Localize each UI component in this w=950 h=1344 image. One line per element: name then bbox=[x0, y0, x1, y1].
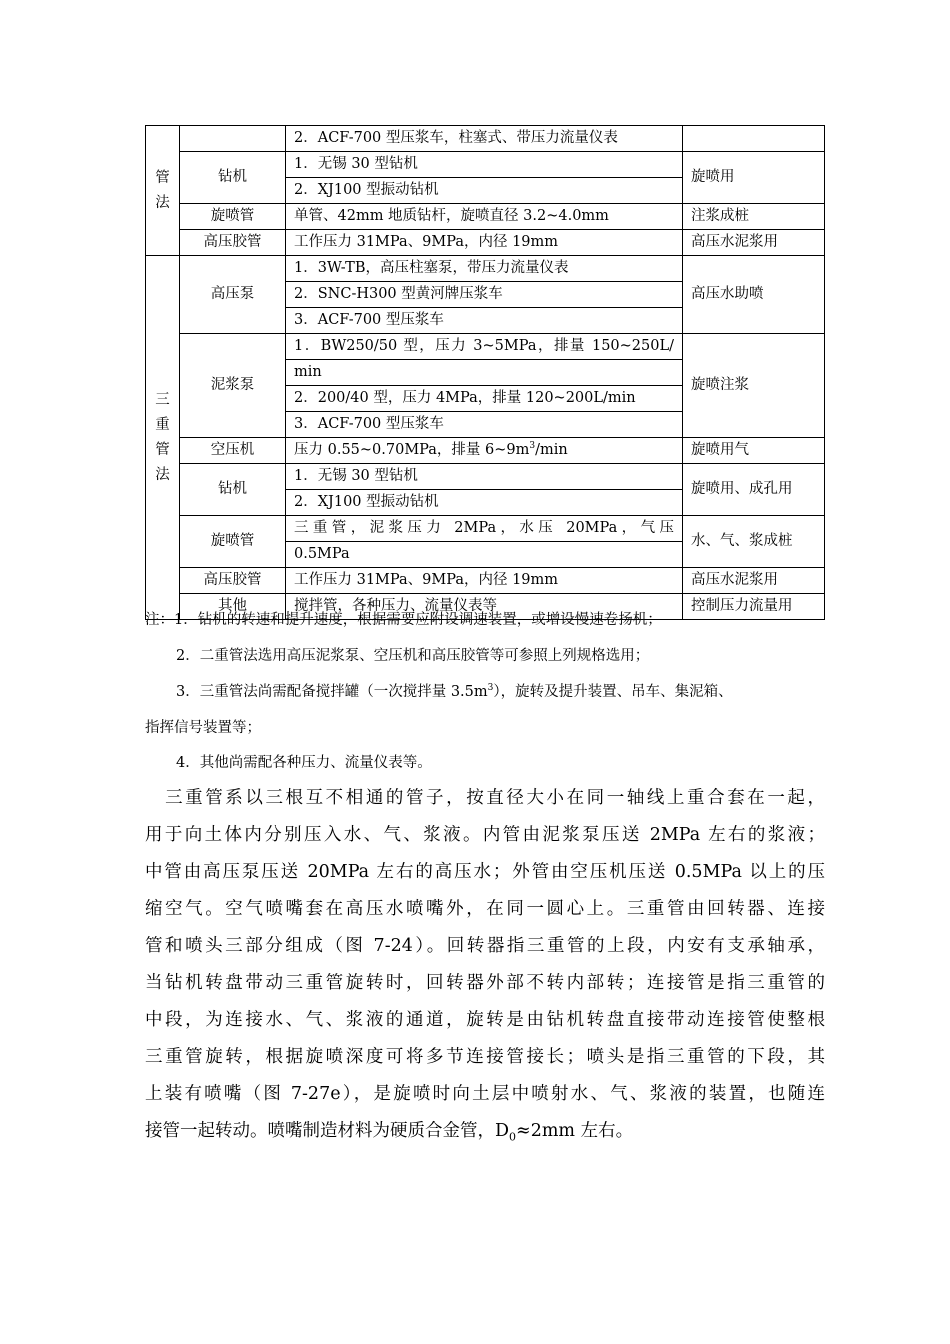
use-cell: 注浆成桩 bbox=[683, 204, 825, 230]
spec-cell: 三重管，泥浆压力 2MPa，水压 20MPa，气压 bbox=[286, 516, 683, 542]
paragraph-line: 上装有喷嘴（图 7-27e），是旋喷时向土层中喷射水、气、浆液的装置，也随连 bbox=[145, 1084, 825, 1104]
paragraph-line: 中管由高压泵压送 20MPa 左右的高压水；外管由空压机压送 0.5MPa 以上的压 bbox=[145, 862, 825, 882]
spec-cell: 工作压力 31MPa、9MPa，内径 19mm bbox=[286, 230, 683, 256]
table-row bbox=[146, 516, 825, 542]
equipment-cell: 钻机 bbox=[180, 152, 286, 204]
equipment-cell: 高压胶管 bbox=[180, 568, 286, 594]
spec-cell: min bbox=[286, 360, 683, 386]
note-3-continued: 指挥信号装置等； bbox=[145, 720, 261, 736]
paragraph-line: 管和喷头三部分组成（图 7-24）。回转器指三重管的上段，内安有支承轴承， bbox=[145, 936, 825, 956]
table-row bbox=[146, 438, 825, 464]
table-row bbox=[146, 464, 825, 490]
equipment-cell: 空压机 bbox=[180, 438, 286, 464]
spec-cell: 3．ACF-700 型压浆车 bbox=[286, 412, 683, 438]
table-row bbox=[146, 334, 825, 360]
paragraph-line: 当钻机转盘带动三重管旋转时，回转器外部不转内部转；连接管是指三重管的 bbox=[145, 973, 825, 993]
paragraph-line: 三重管系以三根互不相通的管子，按直径大小在同一轴线上重合套在一起， bbox=[145, 788, 825, 808]
spec-cell: 搅拌管，各种压力、流量仪表等 bbox=[286, 594, 683, 620]
equipment-cell: 其他 bbox=[180, 594, 286, 620]
equipment-cell: 旋喷管 bbox=[180, 204, 286, 230]
spec-cell: 压力 0.55~0.70MPa，排量 $6\sim 9m^3/\min$ bbox=[286, 438, 683, 464]
table-row bbox=[146, 204, 825, 230]
equipment-cell: 钻机 bbox=[180, 464, 286, 516]
method-label-single: 管 法 bbox=[146, 126, 180, 256]
equipment-cell: 高压泵 bbox=[180, 256, 286, 334]
note-1: 注：1．钻机的转速和提升速度，根据需要应附设调速装置，或增设慢速卷扬机； bbox=[145, 612, 662, 628]
use-cell: 水、气、浆成桩 bbox=[683, 516, 825, 568]
equipment-table bbox=[145, 125, 825, 620]
use-cell: 旋喷注浆 bbox=[683, 334, 825, 438]
use-cell: 高压水泥浆用 bbox=[683, 568, 825, 594]
equipment-cell bbox=[180, 126, 286, 152]
spec-cell: 3．ACF-700 型压浆车 bbox=[286, 308, 683, 334]
body-paragraph bbox=[145, 780, 825, 1150]
use-cell: 高压水助喷 bbox=[683, 256, 825, 334]
table-row bbox=[146, 230, 825, 256]
paragraph-line: 中段，为连接水、气、浆液的通道，旋转是由钻机转盘直接带动连接管使整根 bbox=[145, 1010, 825, 1030]
use-cell: 控制压力流量用 bbox=[683, 594, 825, 620]
spec-cell: 2．200/40 型，压力 4MPa，排量 120~200L/min bbox=[286, 386, 683, 412]
equipment-cell: 旋喷管 bbox=[180, 516, 286, 568]
equipment-cell: 泥浆泵 bbox=[180, 334, 286, 438]
table-row bbox=[146, 256, 825, 282]
table-row bbox=[146, 152, 825, 178]
note-3: 3．三重管法尚需配备搅拌罐（一次搅拌量 $3.5m^3$），旋转及提升装置、吊车、集泥箱、 bbox=[176, 683, 733, 700]
note-4: 4．其他尚需配各种压力、流量仪表等。 bbox=[176, 755, 432, 771]
method-label-triple: 三 重 管 法 bbox=[146, 256, 180, 620]
spec-cell: 1．3W-TB，高压柱塞泵，带压力流量仪表 bbox=[286, 256, 683, 282]
spec-cell: 1．无锡 30 型钻机 bbox=[286, 152, 683, 178]
paragraph-line: 三重管旋转，根据旋喷深度可将多节连接管接长；喷头是指三重管的下段，其 bbox=[145, 1047, 825, 1067]
table-row bbox=[146, 126, 825, 152]
equipment-cell: 高压胶管 bbox=[180, 230, 286, 256]
spec-cell: 0.5MPa bbox=[286, 542, 683, 568]
spec-cell: 工作压力 31MPa、9MPa，内径 19mm bbox=[286, 568, 683, 594]
spec-cell: 2．SNC-H300 型黄河牌压浆车 bbox=[286, 282, 683, 308]
spec-cell: 2．XJ100 型振动钻机 bbox=[286, 490, 683, 516]
spec-cell: 1．BW250/50 型，压力 3~5MPa，排量 150~250L/ bbox=[286, 334, 683, 360]
use-cell bbox=[683, 126, 825, 152]
use-cell: 高压水泥浆用 bbox=[683, 230, 825, 256]
spec-cell: 2．ACF-700 型压浆车，柱塞式、带压力流量仪表 bbox=[286, 126, 683, 152]
spec-cell: 2．XJ100 型振动钻机 bbox=[286, 178, 683, 204]
use-cell: 旋喷用气 bbox=[683, 438, 825, 464]
spec-cell: 单管、42mm 地质钻杆，旋喷直径 3.2~4.0mm bbox=[286, 204, 683, 230]
paragraph-line: 缩空气。空气喷嘴套在高压水喷嘴外，在同一圆心上。三重管由回转器、连接 bbox=[145, 899, 825, 919]
paragraph-line: 接管一起转动。喷嘴制造材料为硬质合金管，$D_0\approx 2mm$ 左右。 bbox=[145, 1121, 634, 1144]
spec-cell: 1．无锡 30 型钻机 bbox=[286, 464, 683, 490]
use-cell: 旋喷用 bbox=[683, 152, 825, 204]
paragraph-line: 用于向土体内分别压入水、气、浆液。内管由泥浆泵压送 2MPa 左右的浆液； bbox=[145, 825, 825, 845]
table-row bbox=[146, 568, 825, 594]
note-2: 2．二重管法选用高压泥浆泵、空压机和高压胶管等可参照上列规格选用； bbox=[176, 648, 650, 664]
use-cell: 旋喷用、成孔用 bbox=[683, 464, 825, 516]
